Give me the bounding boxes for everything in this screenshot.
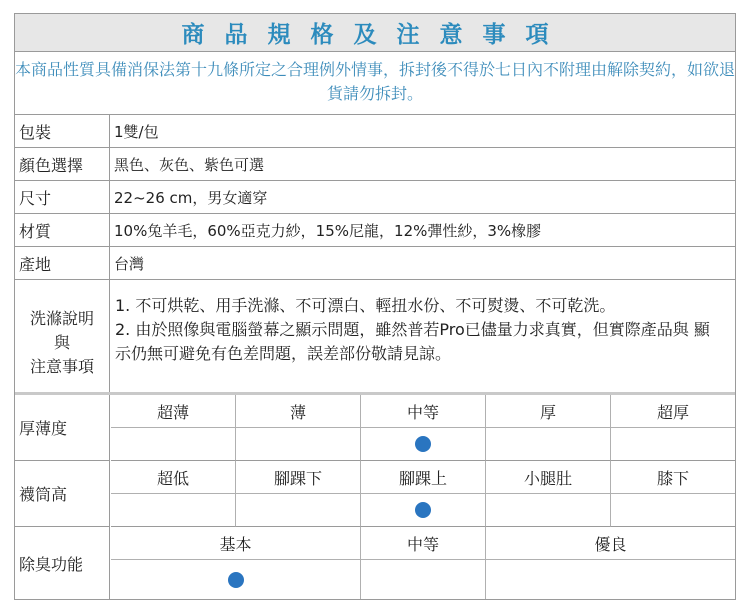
return-notice: 本商品性質具備消保法第十九條所定之合理例外情事，拆封後不得於七日內不附理由解除契約，如欲退貨請勿拆封。 [15, 52, 735, 115]
wash-item-1: 1. 不可烘乾、用手洗滌、不可漂白、輕扭水份、不可熨燙、不可乾洗。 [115, 296, 616, 315]
spec-label: 材質 [15, 214, 110, 246]
sock-height-option: 超低 [111, 461, 236, 494]
spec-row-material [15, 214, 735, 247]
spec-value: 黑色、灰色、紫色可選 [114, 155, 265, 174]
sock-height-option: 小腿肚 [486, 461, 611, 494]
sock-height-option: 腳踝上 [361, 461, 486, 494]
thickness-marker-cell [486, 428, 611, 461]
thickness-marker-cell [111, 428, 236, 461]
sock-height-marker-cell [486, 494, 611, 527]
selected-dot [415, 436, 431, 452]
spec-sheet [14, 13, 736, 600]
thickness-option: 超薄 [111, 395, 236, 428]
wash-instructions [115, 294, 715, 366]
deodorant-option: 中等 [361, 527, 486, 560]
spec-row-colors [15, 148, 735, 181]
wash-label [15, 280, 110, 392]
thickness-option: 中等 [361, 395, 486, 428]
deodorant-marker-cell [486, 560, 735, 599]
sock-height-marker-cell [236, 494, 361, 527]
sock-height-marker-cell [111, 494, 236, 527]
deodorant-marker-cell [361, 560, 486, 599]
spec-row-origin [15, 247, 735, 280]
spec-value: 10%兔羊毛，60%亞克力紗，15%尼龍，12%彈性紗，3%橡膠 [114, 221, 542, 240]
sock-height-option: 腳踝下 [236, 461, 361, 494]
deodorant-option: 優良 [486, 527, 735, 560]
wash-item-2: 2. 由於照像與電腦螢幕之顯示問題，雖然普若Pro已儘量力求真實，但實際產品與 顯示仍無可避免有色差問題，誤差部份敬請見諒。 [115, 320, 710, 363]
sock-height-option: 膝下 [611, 461, 735, 494]
spec-value: 1雙/包 [114, 122, 159, 141]
wash-section [15, 280, 735, 392]
thickness-marker-cell [611, 428, 735, 461]
selected-dot [415, 502, 431, 518]
thickness-marker-cell [236, 428, 361, 461]
spec-row-size [15, 181, 735, 214]
selected-dot [228, 572, 244, 588]
sock-height-label: 襪筒高 [15, 461, 110, 527]
wash-label-line: 注意事項 [29, 357, 94, 376]
deodorant-option: 基本 [111, 527, 361, 560]
thickness-marker-cell [361, 428, 486, 461]
thickness-label: 厚薄度 [15, 395, 110, 461]
deodorant-marker-cell [111, 560, 361, 599]
spec-label: 尺寸 [15, 181, 110, 213]
page-title: 商品規格及注意事項 [181, 22, 569, 48]
sock-height-marker-cell [361, 494, 486, 527]
thickness-option: 薄 [236, 395, 361, 428]
spec-label: 產地 [15, 247, 110, 279]
spec-value: 台灣 [114, 254, 145, 273]
wash-label-line: 洗滌說明 [29, 309, 94, 328]
thickness-option: 厚 [486, 395, 611, 428]
spec-label: 包裝 [15, 115, 110, 147]
deodorant-label: 除臭功能 [15, 527, 110, 599]
sock-height-marker-cell [611, 494, 735, 527]
spec-label: 顏色選擇 [15, 148, 110, 180]
spec-row-packaging [15, 115, 735, 148]
wash-label-line: 與 [53, 333, 70, 352]
spec-value: 22~26 cm，男女適穿 [114, 188, 268, 207]
thickness-option: 超厚 [611, 395, 735, 428]
title-bar [15, 14, 735, 52]
